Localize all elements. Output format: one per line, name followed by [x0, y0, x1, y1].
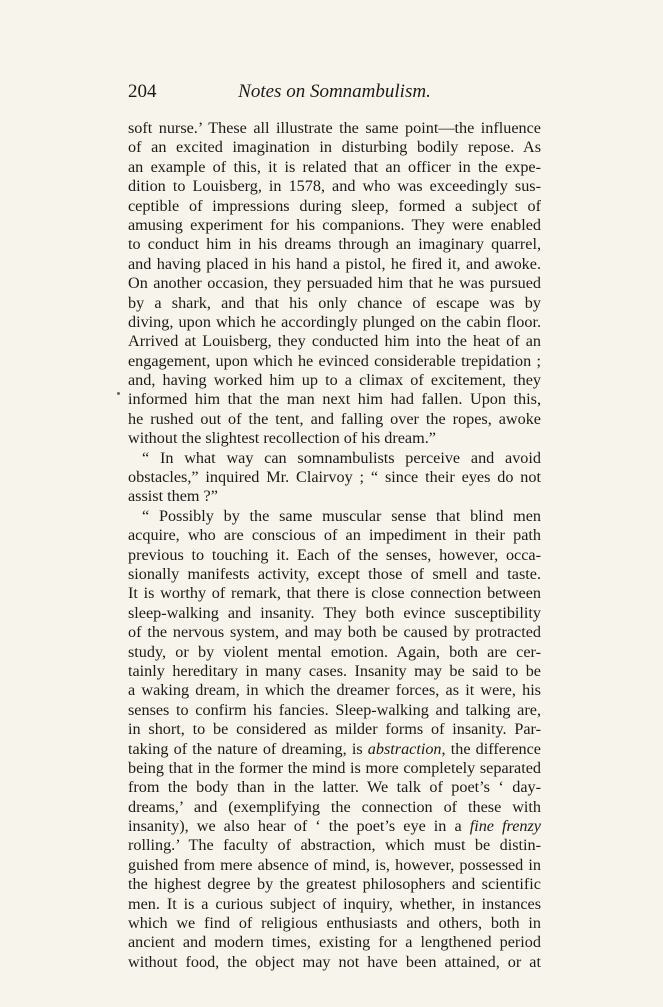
text-line: of the nervous system, and may both be caused by protracted [128, 623, 541, 642]
running-title: Notes on Somnambulism. [238, 81, 431, 102]
text-line: sleep-walking and insanity. They both evince susceptibility [128, 603, 541, 622]
text-line: soft nurse.’ These all illustrate the same point—the influence [128, 119, 541, 137]
text-line: without the slightest recollection of his dream.” [128, 429, 436, 448]
text-line: by a shark, and that his only chance of escape was by [128, 293, 541, 312]
text-line: rolling.’ The faculty of abstraction, which must be distin- [128, 836, 541, 855]
text-line: tainly hereditary in many cases. Insanity may be said to be [128, 661, 541, 680]
text-line: and having placed in his hand a pistol, he fired it, and awoke. [128, 254, 541, 273]
text-line: It is worthy of remark, that there is close connection between [128, 584, 541, 603]
text-line: Arrived at Louisberg, they conducted him into the heat of an [128, 332, 541, 351]
text-line: the highest degree by the greatest philosophers and scientific [128, 875, 541, 894]
body-text [128, 119, 541, 972]
text-line: insanity), we also hear of ‘ the poet’s eye in a fine frenzy [128, 817, 541, 836]
text-line: men. It is a curious subject of inquiry, whether, in instances [128, 894, 541, 913]
text-line: sionally manifests activity, except those of smell and taste. [128, 564, 541, 583]
margin-mark [117, 392, 120, 395]
text-line: amusing experiment for his companions. They were enabled [128, 215, 541, 234]
text-line: taking of the nature of dreaming, is abstraction, the difference [128, 739, 541, 758]
text-line: he rushed out of the tent, and falling over the ropes, awoke [128, 409, 541, 428]
text-line: acquire, who are conscious of an impediment in their path [128, 526, 541, 545]
text-line: informed him that the man next him had fallen. Upon this, [128, 390, 541, 409]
text-line: previous to touching it. Each of the senses, however, occa- [128, 545, 541, 564]
text-line: dition to Louisberg, in 1578, and who was exceedingly sus- [128, 177, 541, 196]
text-line: a waking dream, in which the dreamer forces, as it were, his [128, 681, 541, 700]
text-line: On another occasion, they persuaded him that he was pursued [128, 274, 541, 293]
text-line: in short, to be considered as milder forms of insanity. Par- [128, 720, 541, 739]
text-line: dreams,’ and (exemplifying the connection of these with [128, 797, 541, 816]
text-line: diving, upon which he accordingly plunged on the cabin floor. [128, 312, 541, 331]
text-line: from the body than in the latter. We talk of poet’s ‘ day- [128, 778, 541, 797]
running-head [128, 80, 541, 104]
text-line: “ In what way can somnambulists perceive and avoid [142, 448, 541, 467]
text-line: obstacles,” inquired Mr. Clairvoy ; “ since their eyes do not [128, 468, 541, 487]
text-line: to conduct him in his dreams through an imaginary quarrel, [128, 235, 541, 254]
text-line: which we find of religious enthusiasts and others, both in [128, 914, 541, 933]
text-line: and, having worked him up to a climax of excitement, they [128, 371, 541, 390]
text-line: study, or by violent mental emotion. Again, both are cer- [128, 642, 541, 661]
text-line: assist them ?” [128, 487, 218, 506]
text-line: ceptible of impressions during sleep, formed a subject of [128, 196, 541, 215]
page-number: 204 [128, 81, 157, 102]
text-line: an example of this, it is related that an officer in the expe- [128, 157, 541, 176]
text-line: of an excited imagination in disturbing bodily repose. As [128, 138, 541, 157]
text-line: ancient and modern times, existing for a lengthened period [128, 933, 541, 952]
text-line: guished from mere absence of mind, is, however, possessed in [128, 855, 541, 874]
text-line: senses to confirm his fancies. Sleep-walking and talking are, [128, 700, 541, 719]
text-line: being that in the former the mind is more completely separated [128, 758, 541, 777]
text-line: “ Possibly by the same muscular sense that blind men [142, 506, 541, 525]
text-line: engagement, upon which he evinced considerable trepidation ; [128, 351, 541, 370]
text-line: without food, the object may not have been attained, or at [128, 952, 541, 971]
